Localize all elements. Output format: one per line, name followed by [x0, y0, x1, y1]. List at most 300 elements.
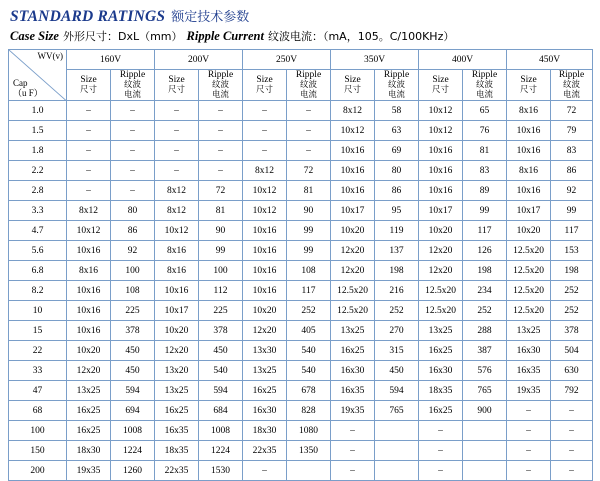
- size-value: 12x20: [331, 241, 375, 261]
- ripple-value: [463, 461, 507, 481]
- size-value: 10x16: [419, 181, 463, 201]
- cap-value: 4.7: [9, 221, 67, 241]
- size-value: 10x16: [331, 161, 375, 181]
- ripple-value: 576: [463, 361, 507, 381]
- subheader-ripple-350v: [375, 70, 419, 101]
- ripple-value: 1224: [199, 441, 243, 461]
- size-value: 10x16: [507, 121, 551, 141]
- ripple-value: 540: [287, 361, 331, 381]
- ripple-value: 387: [463, 341, 507, 361]
- ripple-value: 198: [375, 261, 419, 281]
- size-value: 18x35: [419, 381, 463, 401]
- ripple-value: 63: [375, 121, 419, 141]
- ripple-value: 405: [287, 321, 331, 341]
- ripple-value: 99: [463, 201, 507, 221]
- ripple-value: [375, 421, 419, 441]
- cap-value: 100: [9, 421, 67, 441]
- ripple-value: 92: [551, 181, 593, 201]
- ripple-value: 117: [551, 221, 593, 241]
- ripple-value: –: [551, 421, 593, 441]
- table-row: [9, 201, 593, 221]
- ripple-value: 137: [375, 241, 419, 261]
- size-value: –: [419, 461, 463, 481]
- ripple-value: 72: [551, 101, 593, 121]
- table-row: [9, 401, 593, 421]
- page-title: [8, 6, 592, 26]
- ripple-value: 65: [463, 101, 507, 121]
- ripple-value: 504: [551, 341, 593, 361]
- table-row: [9, 441, 593, 461]
- ripple-value: 76: [463, 121, 507, 141]
- subheader-ripple-en: Ripple: [558, 70, 585, 80]
- size-value: 12.5x20: [331, 281, 375, 301]
- ripple-value: –: [551, 401, 593, 421]
- ripple-value: 69: [375, 141, 419, 161]
- ripple-value: [287, 461, 331, 481]
- size-value: 12.5x20: [507, 261, 551, 281]
- subheader-size-cn: 尺寸: [79, 84, 97, 95]
- table-row: [9, 281, 593, 301]
- size-value: –: [67, 181, 111, 201]
- size-value: 10x20: [67, 341, 111, 361]
- size-value: 8x16: [155, 261, 199, 281]
- subtitle-ripple-current-chinese: 纹波电流：（mA，105。C/100KHz）: [267, 30, 455, 43]
- size-value: 16x30: [331, 361, 375, 381]
- ripple-value: 58: [375, 101, 419, 121]
- subtitle-case-size-chinese: 外形尺寸：DxL（mm）: [62, 30, 183, 43]
- size-value: 10x16: [243, 281, 287, 301]
- size-value: –: [243, 101, 287, 121]
- size-value: –: [507, 441, 551, 461]
- size-value: 12x20: [419, 261, 463, 281]
- ripple-value: [463, 441, 507, 461]
- ripple-value: –: [199, 161, 243, 181]
- ripple-value: 378: [551, 321, 593, 341]
- size-value: 10x16: [507, 181, 551, 201]
- size-value: 12x20: [331, 261, 375, 281]
- ripple-value: 225: [111, 301, 155, 321]
- subheader-size-cn: 尺寸: [343, 84, 361, 95]
- subheader-ripple-450v: [551, 70, 593, 101]
- cap-value: 6.8: [9, 261, 67, 281]
- ripple-value: 89: [463, 181, 507, 201]
- size-value: 10x12: [155, 221, 199, 241]
- size-value: –: [507, 401, 551, 421]
- cap-value: 1.5: [9, 121, 67, 141]
- ripple-value: 828: [287, 401, 331, 421]
- size-value: 13x30: [243, 341, 287, 361]
- table-row: [9, 261, 593, 281]
- size-value: –: [419, 421, 463, 441]
- size-value: 16x30: [419, 361, 463, 381]
- size-value: 10x17: [155, 301, 199, 321]
- ripple-value: –: [111, 161, 155, 181]
- subtitle: [8, 28, 592, 44]
- ripple-value: 90: [199, 221, 243, 241]
- ripple-value: 378: [111, 321, 155, 341]
- subheader-ripple-en: Ripple: [383, 70, 410, 80]
- size-value: 18x30: [67, 441, 111, 461]
- subheader-ripple-200v: [199, 70, 243, 101]
- size-value: 12x20: [67, 361, 111, 381]
- size-value: –: [243, 121, 287, 141]
- size-value: 10x12: [419, 101, 463, 121]
- voltage-header-250v: 250V: [243, 50, 331, 70]
- size-value: 16x30: [507, 341, 551, 361]
- ripple-value: 80: [375, 161, 419, 181]
- size-value: –: [243, 461, 287, 481]
- subheader-size-cn: 尺寸: [519, 84, 537, 95]
- size-value: 12.5x20: [507, 241, 551, 261]
- size-value: –: [419, 441, 463, 461]
- size-value: –: [243, 141, 287, 161]
- table-row: [9, 161, 593, 181]
- subtitle-case-size-label: Case Size: [10, 29, 59, 43]
- size-value: 10x17: [507, 201, 551, 221]
- size-value: 18x35: [155, 441, 199, 461]
- ripple-value: 252: [375, 301, 419, 321]
- cap-value: 8.2: [9, 281, 67, 301]
- ripple-value: 99: [287, 241, 331, 261]
- ripple-value: 378: [199, 321, 243, 341]
- size-value: 10x20: [243, 301, 287, 321]
- ripple-value: –: [111, 141, 155, 161]
- ripple-value: 81: [287, 181, 331, 201]
- size-value: –: [507, 421, 551, 441]
- size-value: 10x12: [331, 121, 375, 141]
- corner-cap-label: [13, 79, 43, 99]
- size-value: 8x12: [155, 181, 199, 201]
- cap-value: 68: [9, 401, 67, 421]
- cap-value: 47: [9, 381, 67, 401]
- ripple-value: 72: [287, 161, 331, 181]
- table-row: [9, 241, 593, 261]
- voltage-header-160v: 160V: [67, 50, 155, 70]
- size-value: 16x35: [507, 361, 551, 381]
- subheader-size-cn: 尺寸: [167, 84, 185, 95]
- subheader-ripple-en: Ripple: [119, 70, 146, 80]
- ripple-value: 1350: [287, 441, 331, 461]
- ripple-value: 900: [463, 401, 507, 421]
- ripple-value: 72: [199, 181, 243, 201]
- ripple-value: –: [111, 121, 155, 141]
- subheader-ripple-cn2: 电流: [387, 89, 405, 100]
- subheader-size-200v: [155, 70, 199, 101]
- ripple-value: 117: [463, 221, 507, 241]
- subheader-size-cn: 尺寸: [255, 84, 273, 95]
- subheader-size-en: Size: [168, 74, 185, 85]
- corner-cap-line1: Cap: [13, 77, 28, 88]
- size-value: 10x12: [419, 121, 463, 141]
- size-value: 19x35: [331, 401, 375, 421]
- ripple-value: 234: [463, 281, 507, 301]
- size-value: –: [331, 461, 375, 481]
- size-value: 19x35: [507, 381, 551, 401]
- size-value: –: [155, 121, 199, 141]
- size-value: 10x17: [419, 201, 463, 221]
- ripple-value: 1008: [111, 421, 155, 441]
- size-value: 13x25: [67, 381, 111, 401]
- size-value: 10x16: [155, 281, 199, 301]
- ripple-value: 450: [199, 341, 243, 361]
- ripple-value: –: [199, 121, 243, 141]
- table-row: [9, 361, 593, 381]
- size-value: –: [67, 161, 111, 181]
- size-value: –: [331, 421, 375, 441]
- size-value: 10x12: [243, 181, 287, 201]
- ripple-value: –: [199, 141, 243, 161]
- size-value: 12x20: [243, 321, 287, 341]
- size-value: 8x16: [507, 161, 551, 181]
- ripple-value: 1080: [287, 421, 331, 441]
- size-value: 16x25: [419, 401, 463, 421]
- ripple-value: 594: [199, 381, 243, 401]
- size-value: 10x16: [419, 141, 463, 161]
- size-value: 12x20: [419, 241, 463, 261]
- subheader-ripple-250v: [287, 70, 331, 101]
- ripple-value: 694: [111, 401, 155, 421]
- ripple-value: 1224: [111, 441, 155, 461]
- ripple-value: 252: [287, 301, 331, 321]
- cap-value: 1.0: [9, 101, 67, 121]
- cap-value: 15: [9, 321, 67, 341]
- ripple-value: 108: [287, 261, 331, 281]
- table-row: [9, 421, 593, 441]
- subheader-ripple-en: Ripple: [471, 70, 498, 80]
- subheader-ripple-en: Ripple: [295, 70, 322, 80]
- ripple-value: –: [111, 101, 155, 121]
- subheader-size-350v: [331, 70, 375, 101]
- corner-wv-label: WV(v): [37, 51, 63, 61]
- subheader-ripple-cn1: 纹波: [475, 79, 493, 90]
- subheader-size-160v: [67, 70, 111, 101]
- subheader-size-cn: 尺寸: [431, 84, 449, 95]
- ripple-value: 684: [199, 401, 243, 421]
- size-value: 10x16: [331, 181, 375, 201]
- subheader-size-en: Size: [344, 74, 361, 85]
- size-value: 13x25: [243, 361, 287, 381]
- ripple-value: –: [287, 101, 331, 121]
- ripple-value: –: [551, 441, 593, 461]
- size-value: 13x25: [331, 321, 375, 341]
- size-value: 16x25: [155, 401, 199, 421]
- size-value: –: [331, 441, 375, 461]
- subheader-size-450v: [507, 70, 551, 101]
- ripple-value: 153: [551, 241, 593, 261]
- ripple-value: 86: [375, 181, 419, 201]
- subheader-ripple-cn1: 纹波: [299, 79, 317, 90]
- ripple-value: 108: [111, 281, 155, 301]
- size-value: 16x25: [419, 341, 463, 361]
- size-value: 16x35: [155, 421, 199, 441]
- size-value: 12.5x20: [419, 281, 463, 301]
- table-row: [9, 221, 593, 241]
- size-value: 22x35: [155, 461, 199, 481]
- subheader-ripple-cn1: 纹波: [123, 79, 141, 90]
- size-value: 10x20: [331, 221, 375, 241]
- subheader-ripple-cn1: 纹波: [211, 79, 229, 90]
- size-value: 10x20: [507, 221, 551, 241]
- ripple-value: 117: [287, 281, 331, 301]
- ripple-value: 225: [199, 301, 243, 321]
- size-value: –: [155, 101, 199, 121]
- cap-value: 3.3: [9, 201, 67, 221]
- size-value: 10x16: [331, 141, 375, 161]
- subheader-size-en: Size: [80, 74, 97, 85]
- title-english: STANDARD RATINGS: [10, 8, 166, 25]
- ripple-value: –: [287, 121, 331, 141]
- size-value: 10x20: [419, 221, 463, 241]
- size-value: 16x35: [331, 381, 375, 401]
- voltage-header-350v: 350V: [331, 50, 419, 70]
- cap-value: 2.2: [9, 161, 67, 181]
- ratings-table: [8, 49, 593, 481]
- size-value: 12.5x20: [331, 301, 375, 321]
- table-row: [9, 461, 593, 481]
- ripple-value: 1260: [111, 461, 155, 481]
- subheader-ripple-cn1: 纹波: [562, 79, 580, 90]
- size-value: 18x30: [243, 421, 287, 441]
- ripple-value: 630: [551, 361, 593, 381]
- subheader-ripple-en: Ripple: [207, 70, 234, 80]
- size-value: 10x16: [243, 221, 287, 241]
- ripple-value: 540: [199, 361, 243, 381]
- size-value: –: [67, 141, 111, 161]
- size-value: 19x35: [67, 461, 111, 481]
- subheader-ripple-cn2: 电流: [123, 89, 141, 100]
- size-value: 10x16: [507, 141, 551, 161]
- ripple-value: 252: [551, 301, 593, 321]
- ripple-value: 315: [375, 341, 419, 361]
- ripple-value: 86: [111, 221, 155, 241]
- ripple-value: 450: [111, 341, 155, 361]
- subheader-ripple-cn1: 纹波: [387, 79, 405, 90]
- size-value: 8x12: [243, 161, 287, 181]
- cap-value: 150: [9, 441, 67, 461]
- size-value: 10x16: [67, 241, 111, 261]
- subheader-size-250v: [243, 70, 287, 101]
- corner-cell: [9, 50, 67, 101]
- voltage-header-400v: 400V: [419, 50, 507, 70]
- ripple-value: 594: [111, 381, 155, 401]
- ripple-value: 92: [111, 241, 155, 261]
- ripple-value: 100: [111, 261, 155, 281]
- ripple-value: 112: [199, 281, 243, 301]
- size-value: 8x12: [67, 201, 111, 221]
- size-value: 10x12: [243, 201, 287, 221]
- table-row: [9, 101, 593, 121]
- size-value: 13x20: [155, 361, 199, 381]
- ripple-value: –: [111, 181, 155, 201]
- table-row: [9, 301, 593, 321]
- voltage-header-200v: 200V: [155, 50, 243, 70]
- voltage-header-450v: 450V: [507, 50, 593, 70]
- size-value: 13x25: [155, 381, 199, 401]
- size-value: 12x20: [155, 341, 199, 361]
- ripple-value: –: [551, 461, 593, 481]
- size-value: 16x30: [243, 401, 287, 421]
- ripple-value: 270: [375, 321, 419, 341]
- ripple-value: [375, 441, 419, 461]
- ripple-value: 765: [375, 401, 419, 421]
- table-row: [9, 181, 593, 201]
- ripple-value: 198: [551, 261, 593, 281]
- size-value: –: [155, 141, 199, 161]
- size-value: 8x12: [155, 201, 199, 221]
- ripple-value: 90: [287, 201, 331, 221]
- subheader-size-en: Size: [256, 74, 273, 85]
- cap-value: 2.8: [9, 181, 67, 201]
- size-value: –: [67, 101, 111, 121]
- size-value: 10x17: [331, 201, 375, 221]
- ripple-value: 1530: [199, 461, 243, 481]
- ripple-value: 81: [463, 141, 507, 161]
- size-value: 16x25: [67, 421, 111, 441]
- table-header-subcolumns: [9, 70, 593, 101]
- size-value: 10x16: [67, 321, 111, 341]
- size-value: 22x35: [243, 441, 287, 461]
- ripple-value: 288: [463, 321, 507, 341]
- ripple-value: 450: [111, 361, 155, 381]
- ripple-value: 95: [375, 201, 419, 221]
- size-value: 10x16: [67, 301, 111, 321]
- ripple-value: 1008: [199, 421, 243, 441]
- cap-value: 5.6: [9, 241, 67, 261]
- ripple-value: 216: [375, 281, 419, 301]
- ripple-value: 126: [463, 241, 507, 261]
- table-row: [9, 141, 593, 161]
- table-row: [9, 121, 593, 141]
- size-value: 13x25: [419, 321, 463, 341]
- size-value: –: [507, 461, 551, 481]
- ripple-value: 81: [199, 201, 243, 221]
- size-value: 8x16: [67, 261, 111, 281]
- size-value: 12.5x20: [507, 301, 551, 321]
- size-value: 10x16: [67, 281, 111, 301]
- size-value: 16x25: [67, 401, 111, 421]
- corner-cap-line2: （u F）: [13, 87, 43, 98]
- size-value: 10x16: [243, 241, 287, 261]
- title-chinese: 额定技术参数: [171, 10, 250, 25]
- size-value: 16x25: [243, 381, 287, 401]
- cap-value: 200: [9, 461, 67, 481]
- ripple-value: [375, 461, 419, 481]
- ripple-value: 83: [551, 141, 593, 161]
- size-value: 10x16: [243, 261, 287, 281]
- size-value: 10x20: [155, 321, 199, 341]
- subheader-ripple-cn2: 电流: [562, 89, 580, 100]
- cap-value: 1.8: [9, 141, 67, 161]
- ripple-value: 594: [375, 381, 419, 401]
- ripple-value: 79: [551, 121, 593, 141]
- size-value: 8x16: [155, 241, 199, 261]
- cap-value: 33: [9, 361, 67, 381]
- table-header-voltages: [9, 50, 593, 70]
- size-value: 10x16: [419, 161, 463, 181]
- ripple-value: 450: [375, 361, 419, 381]
- ripple-value: 83: [463, 161, 507, 181]
- subtitle-ripple-current-label: Ripple Current: [186, 29, 264, 43]
- size-value: 12.5x20: [507, 281, 551, 301]
- subheader-ripple-400v: [463, 70, 507, 101]
- table-body: [9, 101, 593, 481]
- ripple-value: 119: [375, 221, 419, 241]
- ripple-value: 792: [551, 381, 593, 401]
- table-row: [9, 321, 593, 341]
- ripple-value: 198: [463, 261, 507, 281]
- subheader-ripple-cn2: 电流: [475, 89, 493, 100]
- table-row: [9, 341, 593, 361]
